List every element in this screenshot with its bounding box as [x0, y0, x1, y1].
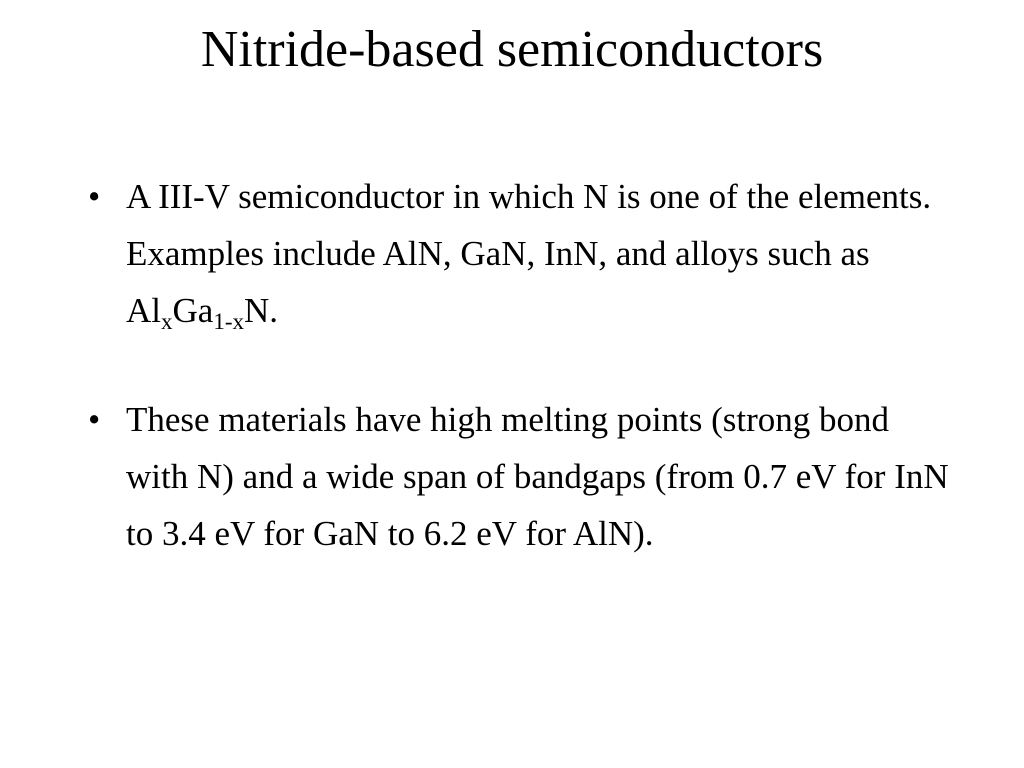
bullet-text-n: N.: [243, 291, 279, 330]
bullet-text-ga: Ga: [172, 291, 214, 330]
bullet-text: A III-V semiconductor in which N is one of the elements. Examples include AlN, GaN, InN, and alloys such as Al: [126, 177, 932, 330]
slide-title: Nitride-based semiconductors: [200, 21, 824, 78]
bullet-item-properties: [88, 391, 958, 562]
bullet-marker: •: [88, 400, 101, 439]
bullet-item-definition: [88, 168, 958, 339]
bullet-list: [88, 168, 958, 562]
subscript-1-x: 1-x: [213, 309, 244, 334]
bullet-marker: •: [88, 177, 101, 216]
subscript-x: x: [161, 309, 173, 334]
bullet-text: These materials have high melting points (strong bond with N) and a wide span of bandgaps (from 0.7 eV for InN to 3.4 eV for GaN to 6.2 eV for AlN).: [126, 400, 949, 553]
